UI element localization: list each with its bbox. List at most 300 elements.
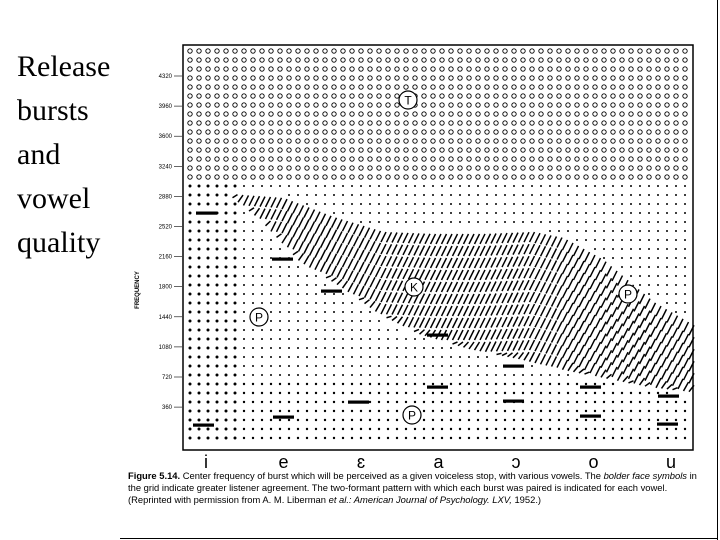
grid-dot	[413, 49, 417, 53]
hatch-stroke	[563, 312, 568, 322]
grid-dot	[206, 58, 210, 62]
grid-dot	[315, 311, 317, 313]
grid-dot	[216, 221, 219, 224]
grid-dot	[657, 221, 659, 223]
hatch-stroke	[563, 360, 568, 370]
hatch-stroke	[552, 285, 557, 295]
hatch-stroke	[414, 257, 419, 267]
grid-dot	[341, 112, 345, 116]
grid-dot	[665, 121, 669, 125]
hatch-stroke	[431, 270, 436, 280]
grid-dot	[378, 419, 380, 421]
hatch-stroke	[431, 318, 436, 328]
grid-dot	[297, 266, 299, 268]
hatch-stroke	[574, 318, 579, 328]
grid-dot	[476, 49, 480, 53]
grid-dot	[684, 293, 686, 295]
hatch-stroke	[524, 280, 529, 290]
grid-dot	[243, 311, 245, 313]
grid-dot	[333, 437, 335, 439]
grid-dot	[540, 383, 542, 385]
grid-dot	[630, 212, 632, 214]
hatch-stroke	[343, 257, 348, 267]
grid-dot	[224, 67, 228, 71]
grid-dot	[324, 401, 326, 403]
grid-dot	[369, 203, 371, 205]
grid-dot	[261, 230, 263, 232]
grid-dot	[603, 401, 605, 403]
grid-dot	[260, 67, 264, 71]
grid-dot	[575, 166, 579, 170]
grid-dot	[252, 248, 254, 250]
grid-dot	[675, 266, 677, 268]
hatch-stroke	[557, 322, 562, 332]
grid-dot	[224, 157, 228, 161]
grid-dot	[198, 311, 201, 314]
grid-dot	[576, 419, 578, 421]
grid-dot	[495, 365, 497, 367]
grid-dot	[378, 428, 380, 430]
hatch-stroke	[645, 323, 650, 333]
grid-dot	[386, 139, 390, 143]
grid-dot	[656, 139, 660, 143]
hatch-stroke	[541, 342, 546, 352]
grid-dot	[296, 130, 300, 134]
grid-dot	[666, 410, 668, 412]
grid-dot	[225, 248, 228, 251]
grid-dot	[657, 275, 659, 277]
vowel-label: u	[665, 452, 677, 472]
grid-dot	[279, 284, 281, 286]
hatch-stroke	[497, 233, 502, 243]
grid-dot	[360, 338, 362, 340]
grid-dot	[225, 185, 228, 188]
grid-dot	[315, 365, 317, 367]
hatch-stroke	[453, 282, 458, 292]
grid-dot	[458, 157, 462, 161]
grid-dot	[414, 383, 416, 385]
grid-dot	[269, 148, 273, 152]
hatch-stroke	[304, 220, 309, 230]
grid-dot	[207, 221, 210, 224]
hatch-stroke	[634, 301, 639, 311]
y-tick-label: 720	[161, 375, 172, 381]
grid-dot	[188, 103, 192, 107]
grid-dot	[296, 148, 300, 152]
hatch-stroke	[596, 366, 601, 376]
hatch-stroke	[519, 280, 524, 290]
grid-dot	[629, 130, 633, 134]
grid-dot	[405, 356, 407, 358]
grid-dot	[549, 401, 551, 403]
grid-dot	[494, 157, 498, 161]
y-tick-label: 4320	[158, 74, 172, 80]
hatch-stroke	[579, 369, 584, 373]
grid-dot	[639, 203, 641, 205]
hatch-stroke	[568, 363, 573, 371]
grid-dot	[377, 85, 381, 89]
grid-dot	[332, 148, 336, 152]
hatch-stroke	[524, 244, 529, 254]
grid-dot	[602, 139, 606, 143]
region-label: T	[404, 93, 412, 108]
grid-dot	[675, 293, 677, 295]
grid-dot	[324, 293, 326, 295]
hatch-stroke	[321, 262, 326, 272]
hatch-stroke	[678, 319, 683, 329]
hatch-stroke	[579, 333, 584, 343]
hatch-stroke	[260, 209, 265, 219]
grid-dot	[225, 203, 228, 206]
grid-dot	[243, 284, 245, 286]
hatch-stroke	[381, 256, 386, 266]
grid-dot	[252, 302, 254, 304]
grid-dot	[315, 338, 317, 340]
grid-dot	[189, 257, 192, 260]
grid-dot	[188, 157, 192, 161]
hatch-stroke	[535, 257, 540, 267]
hatch-stroke	[557, 310, 562, 320]
grid-dot	[216, 401, 219, 404]
hatch-stroke	[513, 245, 518, 255]
grid-dot	[279, 356, 281, 358]
grid-dot	[198, 437, 201, 440]
grid-dot	[387, 401, 389, 403]
grid-dot	[423, 338, 425, 340]
grid-dot	[683, 49, 687, 53]
hatch-stroke	[458, 342, 463, 346]
hatch-stroke	[453, 318, 458, 328]
slide-bottom-border	[120, 538, 718, 539]
grid-dot	[378, 194, 380, 196]
grid-dot	[639, 392, 641, 394]
hatch-stroke	[552, 357, 557, 367]
grid-dot	[530, 85, 534, 89]
grid-dot	[549, 185, 551, 187]
grid-dot	[683, 148, 687, 152]
grid-dot	[423, 221, 425, 223]
grid-dot	[648, 221, 650, 223]
hatch-stroke	[519, 304, 524, 314]
grid-dot	[459, 194, 461, 196]
hatch-stroke	[497, 269, 502, 279]
hatch-stroke	[370, 289, 375, 299]
grid-dot	[369, 194, 371, 196]
grid-dot	[288, 284, 290, 286]
grid-dot	[387, 428, 389, 430]
grid-dot	[351, 419, 353, 421]
grid-dot	[252, 419, 254, 421]
grid-dot	[207, 329, 210, 332]
hatch-stroke	[370, 301, 375, 307]
grid-dot	[432, 221, 434, 223]
formant-bar	[348, 401, 369, 404]
hatch-stroke	[585, 264, 590, 274]
grid-dot	[261, 410, 263, 412]
grid-dot	[647, 175, 651, 179]
grid-dot	[620, 103, 624, 107]
grid-dot	[396, 365, 398, 367]
grid-dot	[234, 419, 237, 422]
grid-dot	[575, 121, 579, 125]
grid-dot	[350, 175, 354, 179]
grid-dot	[332, 130, 336, 134]
hatch-stroke	[414, 317, 419, 327]
grid-dot	[441, 392, 443, 394]
grid-dot	[513, 428, 515, 430]
grid-dot	[629, 166, 633, 170]
hatch-stroke	[431, 306, 436, 316]
grid-dot	[333, 392, 335, 394]
grid-dot	[657, 392, 659, 394]
region-label: P	[407, 408, 417, 423]
grid-dot	[288, 311, 290, 313]
grid-dot	[243, 410, 245, 412]
hatch-stroke	[563, 324, 568, 334]
grid-dot	[287, 103, 291, 107]
grid-dot	[602, 175, 606, 179]
grid-dot	[351, 302, 353, 304]
grid-dot	[297, 428, 299, 430]
grid-dot	[414, 338, 416, 340]
grid-dot	[278, 121, 282, 125]
grid-dot	[549, 230, 551, 232]
hatch-stroke	[612, 367, 617, 377]
grid-dot	[234, 302, 237, 305]
grid-dot	[423, 194, 425, 196]
grid-dot	[188, 76, 192, 80]
grid-dot	[269, 85, 273, 89]
hatch-stroke	[634, 325, 639, 335]
grid-dot	[261, 284, 263, 286]
grid-dot	[665, 112, 669, 116]
hatch-stroke	[640, 294, 645, 304]
hatch-stroke	[530, 232, 535, 242]
grid-dot	[351, 383, 353, 385]
grid-dot	[440, 76, 444, 80]
grid-dot	[449, 58, 453, 62]
grid-dot	[530, 157, 534, 161]
hatch-stroke	[464, 306, 469, 316]
grid-dot	[314, 148, 318, 152]
grid-dot	[360, 221, 362, 223]
grid-dot	[377, 139, 381, 143]
grid-dot	[243, 248, 245, 250]
grid-dot	[297, 194, 299, 196]
grid-dot	[270, 185, 272, 187]
grid-dot	[593, 157, 597, 161]
grid-dot	[612, 239, 614, 241]
grid-dot	[566, 85, 570, 89]
grid-dot	[395, 121, 399, 125]
grid-dot	[683, 157, 687, 161]
grid-dot	[261, 401, 263, 403]
hatch-stroke	[453, 342, 458, 344]
caption-text: 1952.)	[514, 494, 542, 505]
hatch-stroke	[491, 294, 496, 304]
grid-dot	[224, 121, 228, 125]
grid-dot	[351, 203, 353, 205]
grid-dot	[629, 76, 633, 80]
hatch-stroke	[530, 316, 535, 326]
grid-dot	[270, 401, 272, 403]
grid-dot	[206, 76, 210, 80]
grid-dot	[513, 194, 515, 196]
grid-dot	[342, 410, 344, 412]
grid-dot	[296, 85, 300, 89]
grid-dot	[477, 419, 479, 421]
grid-dot	[305, 157, 309, 161]
hatch-stroke	[618, 324, 623, 334]
grid-dot	[225, 329, 228, 332]
grid-dot	[485, 49, 489, 53]
grid-dot	[665, 85, 669, 89]
grid-dot	[369, 419, 371, 421]
grid-dot	[396, 194, 398, 196]
hatch-stroke	[502, 305, 507, 315]
grid-dot	[432, 383, 434, 385]
grid-dot	[314, 166, 318, 170]
grid-dot	[341, 166, 345, 170]
grid-dot	[261, 266, 263, 268]
grid-dot	[656, 67, 660, 71]
grid-dot	[531, 203, 533, 205]
grid-dot	[638, 85, 642, 89]
hatch-stroke	[579, 273, 584, 283]
hatch-stroke	[546, 295, 551, 305]
grid-dot	[234, 383, 237, 386]
grid-dot	[666, 185, 668, 187]
grid-dot	[413, 148, 417, 152]
grid-dot	[450, 374, 452, 376]
grid-dot	[369, 212, 371, 214]
grid-dot	[243, 338, 245, 340]
hatch-stroke	[662, 345, 667, 355]
hatch-stroke	[447, 294, 452, 304]
grid-dot	[549, 428, 551, 430]
grid-dot	[612, 221, 614, 223]
grid-dot	[639, 437, 641, 439]
grid-dot	[315, 374, 317, 376]
grid-dot	[459, 185, 461, 187]
grid-dot	[666, 248, 668, 250]
hatch-stroke	[568, 291, 573, 301]
grid-dot	[638, 67, 642, 71]
grid-dot	[306, 185, 308, 187]
grid-dot	[279, 302, 281, 304]
grid-dot	[216, 203, 219, 206]
grid-dot	[287, 157, 291, 161]
grid-dot	[656, 166, 660, 170]
dot-grid	[188, 49, 687, 440]
grid-dot	[242, 157, 246, 161]
grid-dot	[459, 374, 461, 376]
grid-dot	[647, 121, 651, 125]
grid-dot	[405, 194, 407, 196]
grid-dot	[395, 139, 399, 143]
hatch-stroke	[640, 342, 645, 352]
grid-dot	[342, 365, 344, 367]
grid-dot	[558, 392, 560, 394]
grid-dot	[647, 67, 651, 71]
hatch-stroke	[524, 232, 529, 242]
grid-dot	[396, 212, 398, 214]
grid-dot	[548, 148, 552, 152]
grid-dot	[243, 383, 245, 385]
grid-dot	[467, 166, 471, 170]
grid-dot	[422, 94, 426, 98]
grid-dot	[270, 374, 272, 376]
grid-dot	[234, 230, 237, 233]
grid-dot	[683, 112, 687, 116]
hatch-stroke	[370, 277, 375, 287]
grid-dot	[261, 347, 263, 349]
grid-dot	[279, 437, 281, 439]
grid-dot	[639, 239, 641, 241]
grid-dot	[557, 112, 561, 116]
hatch-stroke	[563, 288, 568, 298]
grid-dot	[333, 374, 335, 376]
grid-dot	[557, 103, 561, 107]
grid-dot	[333, 356, 335, 358]
grid-dot	[684, 311, 686, 313]
hatch-stroke	[486, 234, 491, 244]
grid-dot	[260, 157, 264, 161]
grid-dot	[206, 49, 210, 53]
grid-dot	[306, 356, 308, 358]
grid-dot	[684, 203, 686, 205]
grid-dot	[342, 212, 344, 214]
hatch-stroke	[552, 309, 557, 319]
grid-dot	[575, 112, 579, 116]
grid-dot	[630, 419, 632, 421]
grid-dot	[252, 239, 254, 241]
hatch-stroke	[530, 268, 535, 278]
grid-dot	[387, 329, 389, 331]
grid-dot	[612, 392, 614, 394]
hatch-stroke	[667, 348, 672, 358]
hatch-stroke	[480, 294, 485, 304]
grid-dot	[189, 185, 192, 188]
grid-dot	[594, 392, 596, 394]
grid-dot	[431, 49, 435, 53]
grid-dot	[486, 419, 488, 421]
grid-dot	[450, 221, 452, 223]
hatch-stroke	[365, 228, 370, 238]
grid-dot	[377, 58, 381, 62]
grid-dot	[629, 67, 633, 71]
grid-dot	[432, 347, 434, 349]
grid-dot	[512, 148, 516, 152]
hatch-stroke	[673, 328, 678, 338]
grid-dot	[333, 203, 335, 205]
grid-dot	[476, 121, 480, 125]
hatch-stroke	[376, 267, 381, 277]
grid-dot	[314, 175, 318, 179]
grid-dot	[521, 76, 525, 80]
hatch-stroke	[442, 282, 447, 292]
grid-dot	[314, 94, 318, 98]
grid-dot	[188, 121, 192, 125]
grid-dot	[665, 157, 669, 161]
grid-dot	[306, 419, 308, 421]
grid-dot	[593, 166, 597, 170]
grid-dot	[620, 175, 624, 179]
grid-dot	[467, 148, 471, 152]
grid-dot	[225, 266, 228, 269]
grid-dot	[611, 166, 615, 170]
grid-dot	[638, 175, 642, 179]
